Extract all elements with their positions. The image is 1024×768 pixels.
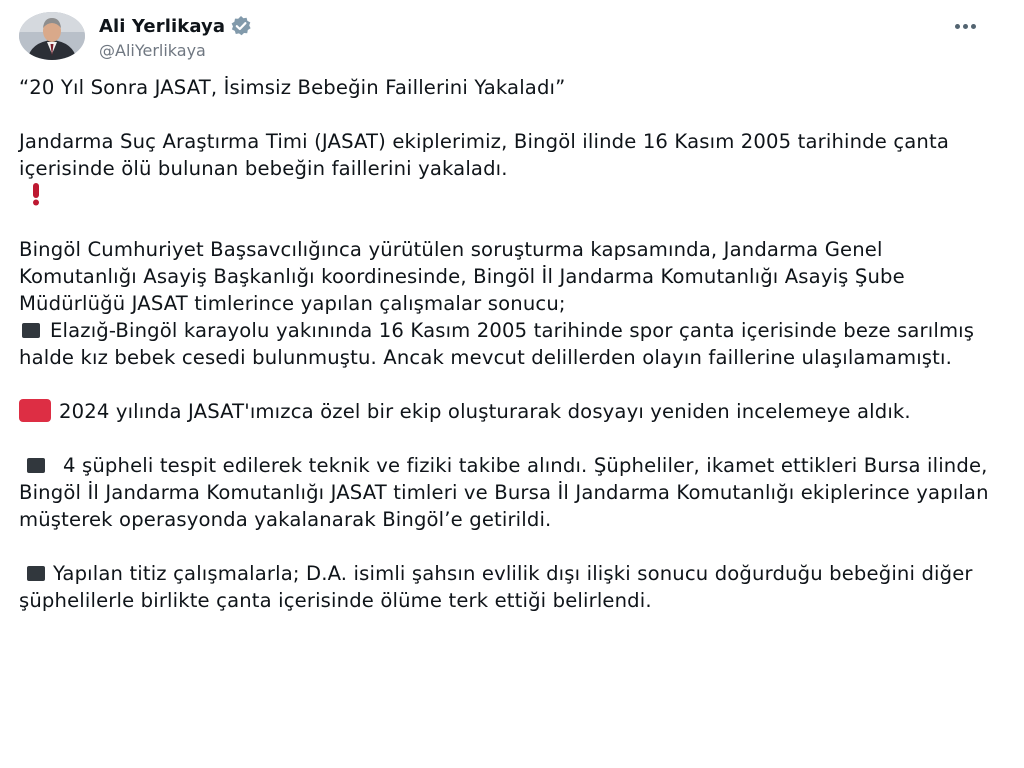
black-medium-square-icon <box>22 323 40 338</box>
paragraph-intro <box>19 128 1004 182</box>
tweet-header <box>19 12 1009 64</box>
paragraph-result-text: Yapılan titiz çalışmalarla; D.A. isimli şahsın evlilik dışı ilişki sonucu doğurduğu bebeğini diğer şüphelilerle birlikte çanta içerisinde ölüme terk ettiği belirlendi. <box>19 562 980 612</box>
red-exclamation-icon <box>31 182 41 206</box>
display-name[interactable]: Ali Yerlikaya <box>99 15 226 37</box>
paragraph-suspects <box>19 452 1004 533</box>
verified-badge-icon[interactable] <box>230 15 252 37</box>
black-medium-square-icon <box>27 458 45 473</box>
paragraph-intro-text: Jandarma Suç Araştırma Timi (JASAT) ekiplerimiz, Bingöl ilinde 16 Kasım 2005 tarihinde çanta içerisinde ölü bulunan bebeğin faillerini yakaladı. <box>19 130 956 180</box>
tweet-title: “20 Yıl Sonra JASAT, İsimsiz Bebeğin Faillerini Yakaladı” <box>19 76 566 99</box>
more-options-icon[interactable] <box>951 16 979 36</box>
dot <box>963 24 968 29</box>
red-square-icon <box>19 399 51 422</box>
paragraph-incident <box>19 317 1004 371</box>
tweet-text <box>19 74 1004 614</box>
author-block <box>99 14 252 60</box>
paragraph-result <box>19 560 1004 614</box>
paragraph-incident-text: Elazığ-Bingöl karayolu yakınında 16 Kasım 2005 tarihinde spor çanta içerisinde beze sarılmış halde kız bebek cesedi bulunmuştu. Ancak mevcut delillerden olayın faillerine ulaşılamamıştı. <box>19 319 981 369</box>
dot <box>971 24 976 29</box>
avatar[interactable] <box>19 12 85 60</box>
paragraph-suspects-text: 4 şüpheli tespit edilerek teknik ve fiziki takibe alındı. Şüpheliler, ikamet ettikleri Bursa ilinde, Bingöl İl Jandarma Komutanlığı JASAT timleri ve Bursa İl Jandarma Komutanlığı ekiplerince yapılan müşterek operasyonda yakalanarak Bingöl’e getirildi. <box>19 454 996 531</box>
author-handle[interactable]: @AliYerlikaya <box>99 41 206 60</box>
paragraph-team-text: 2024 yılında JASAT'ımızca özel bir ekip oluşturarak dosyayı yeniden incelemeye aldık. <box>59 400 911 423</box>
exclamation-line <box>19 182 1004 209</box>
dot <box>955 24 960 29</box>
paragraph-investigation: Bingöl Cumhuriyet Başsavcılığınca yürütülen soruşturma kapsamında, Jandarma Genel Komutanlığı Asayiş Başkanlığı koordinesinde, Bingöl İl Jandarma Komutanlığı Asayiş Şube Müdürlüğü JASAT timlerince yapılan çalışmalar sonucu; <box>19 238 912 315</box>
name-row <box>99 14 252 38</box>
paragraph-team <box>19 398 1004 425</box>
black-medium-square-icon <box>27 566 45 581</box>
